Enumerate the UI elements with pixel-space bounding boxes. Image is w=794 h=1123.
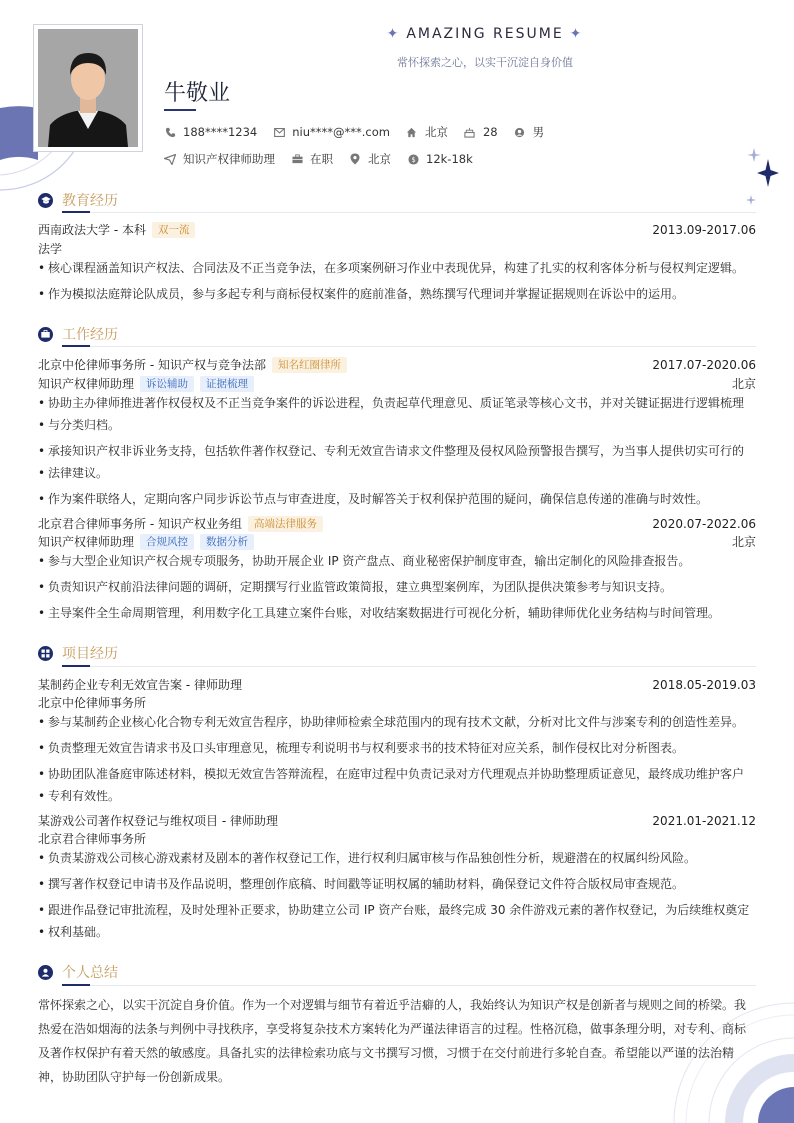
contact-age: 28 <box>464 125 498 139</box>
section-divider <box>62 346 756 347</box>
list-item: • 承接知识产权非诉业务支持，包括软件著作权登记、专利无效宣告请求文件整理及侵权风险预警报告撰写，为当事人提供切实可行的 <box>38 440 756 462</box>
summary-text <box>38 993 756 1089</box>
list-item: • 负责知识产权前沿法律问题的调研，定期撰写行业监管政策简报，建立典型案例库，为团队提供决策参考与知识支持。 <box>38 576 756 598</box>
work-role <box>38 375 756 392</box>
company-name: 北京君合律师事务所 - 知识产权业务组 <box>38 517 242 531</box>
company-tag: 知名红圈律所 <box>272 357 347 373</box>
contact-row <box>164 124 560 140</box>
list-item: • 负责某游戏公司核心游戏素材及剧本的著作权登记工作，进行权利归属审核与作品独创性分析，规避潜在的权属纠纷风险。 <box>38 847 756 869</box>
avatar-silhouette-icon <box>38 29 138 147</box>
contact-gender: 男 <box>514 124 545 140</box>
project-title: 某制药企业专利无效宣告案 - 律师助理 <box>38 678 242 692</box>
phone-icon <box>164 126 176 138</box>
project-header <box>38 812 756 829</box>
briefcase-icon <box>38 327 53 342</box>
contact-phone: 188****1234 <box>164 125 257 139</box>
work-city: 北京 <box>731 377 756 391</box>
intent-city: 北京 <box>349 151 391 167</box>
user-icon <box>38 965 53 980</box>
project-title: 某游戏公司著作权登记与维权项目 - 律师助理 <box>38 814 278 828</box>
project-org: 北京中伦律师事务所 <box>38 696 147 710</box>
list-item: • 主导案件全生命周期管理，利用数字化工具建立案件台账，对收结案数据进行可视化分析，辅助律师优化业务结构与时间管理。 <box>38 602 756 624</box>
summary-line: 及著作权保护有着天然的敏感度。具备扎实的法律检索功底与文书撰写习惯，习惯于在交付前进行多轮自查。希望能以严谨的法治精 <box>38 1046 735 1060</box>
sparkle-icon: ✦ <box>569 26 584 42</box>
list-item-continuation: • 专利有效性。 <box>38 785 756 807</box>
summary-line: 热爱在浩如烟海的法条与判例中寻找秩序，享受将复杂技术方案转化为严谨法律语言的过程。性格沉稳，做事条理分明，对专利、商标 <box>38 1022 747 1036</box>
list-item: • 撰写著作权登记申请书及作品说明，整理创作底稿、时间戳等证明权属的辅助材料，确保登记文件符合版权局审查规范。 <box>38 873 756 895</box>
project-org: 北京君合律师事务所 <box>38 832 147 846</box>
salary-icon <box>407 153 419 165</box>
location-pin-icon <box>349 153 361 165</box>
home-icon <box>406 126 418 138</box>
svg-text:$: $ <box>410 155 416 164</box>
education-major: 法学 <box>38 242 63 256</box>
contact-email: niu****@***.com <box>273 125 390 139</box>
skill-tag: 合规风控 <box>140 534 194 550</box>
briefcase-icon <box>291 153 303 165</box>
intent-salary: $ 12k-18k <box>407 152 473 166</box>
profile-photo <box>33 24 143 152</box>
section-projects-title: 项目经历 <box>38 643 118 663</box>
section-work-title: 工作经历 <box>38 324 118 344</box>
company-name: 北京中伦律师事务所 - 知识产权与竞争法部 <box>38 358 266 372</box>
graduation-cap-icon <box>38 193 53 208</box>
work-header <box>38 515 756 532</box>
list-item: • 跟进作品登记审批流程，及时处理补正要求，协助建立公司 IP 资产台账，最终完成 30 余件游戏元素的著作权登记，为后续维权奠定 <box>38 899 756 921</box>
section-divider <box>62 666 756 667</box>
list-item: • 参与某制药企业核心化合物专利无效宣告程序，协助律师检索全球范围内的现有技术文献，分析对比文件与涉案专利的创造性差异。 <box>38 711 756 733</box>
cake-icon <box>464 126 476 138</box>
list-item-continuation: • 与分类归档。 <box>38 414 756 436</box>
school-name: 西南政法大学 - 本科 <box>38 223 146 237</box>
slogan: 常怀探索之心，以实干沉淀自身价值 <box>397 56 573 69</box>
summary-line: 神，协助团队守护每一份创新成果。 <box>38 1070 231 1084</box>
decor-sparkles <box>745 145 785 210</box>
candidate-name: 牛敬业 <box>164 81 231 106</box>
section-divider <box>62 212 756 213</box>
section-divider-accent <box>62 345 90 347</box>
skill-tag: 数据分析 <box>200 534 254 550</box>
list-item: • 协助团队准备庭审陈述材料，模拟无效宣告答辩流程，在庭审过程中负责记录对方代理观点并协助整理质证意见，最终成功维护客户 <box>38 763 756 785</box>
section-education-title: 教育经历 <box>38 190 118 210</box>
section-divider <box>62 985 756 986</box>
send-icon <box>164 153 176 165</box>
work-role <box>38 533 756 550</box>
list-item: • 作为案件联络人，定期向客户同步诉讼节点与审查进度，及时解答关于权利保护范围的疑问，确保信息传递的准确与时效性。 <box>38 488 756 510</box>
section-divider-accent <box>62 211 90 213</box>
contact-city: 北京 <box>406 124 448 140</box>
role-title: 知识产权律师助理 <box>38 377 135 391</box>
education-header <box>38 221 756 238</box>
list-item: • 核心课程涵盖知识产权法、合同法及不正当竞争法，在多项案例研习作业中表现优异，构建了扎实的权利客体分析与侵权判定逻辑。 <box>38 257 756 279</box>
section-summary-title: 个人总结 <box>38 962 118 982</box>
project-header <box>38 676 756 693</box>
project-dates: 2018.05-2019.03 <box>652 677 756 692</box>
company-tag: 高端法律服务 <box>248 516 323 532</box>
brand-title <box>370 26 600 42</box>
skill-tag: 证据梳理 <box>200 376 254 392</box>
work-dates: 2020.07-2022.06 <box>652 516 756 531</box>
intent-position: 知识产权律师助理 <box>164 151 275 167</box>
grid-icon <box>38 646 53 661</box>
work-header <box>38 356 756 373</box>
list-item: • 负责整理无效宣告请求书及口头审理意见，梳理专利说明书与权利要求书的技术特征对应关系，制作侵权比对分析图表。 <box>38 737 756 759</box>
job-intent-row <box>164 151 489 167</box>
section-divider-accent <box>62 665 90 667</box>
summary-line: 常怀探索之心，以实干沉淀自身价值。作为一个对逻辑与细节有着近乎洁癖的人，我始终认为知识产权是创新者与规则之间的桥梁。我 <box>38 998 747 1012</box>
section-divider-accent <box>62 984 90 986</box>
sparkle-icon: ✦ <box>386 26 401 42</box>
project-dates: 2021.01-2021.12 <box>652 813 756 828</box>
list-item-continuation: • 权利基础。 <box>38 921 756 943</box>
list-item: • 协助主办律师推进著作权侵权及不正当竞争案件的诉讼进程，负责起草代理意见、质证笔录等核心文书，并对关键证据进行逻辑梳理 <box>38 392 756 414</box>
role-title: 知识产权律师助理 <box>38 535 135 549</box>
intent-status: 在职 <box>291 151 333 167</box>
mail-icon <box>273 126 285 138</box>
work-city: 北京 <box>731 535 756 549</box>
education-dates: 2013.09-2017.06 <box>652 222 756 237</box>
school-tag: 双一流 <box>152 222 196 238</box>
skill-tag: 诉讼辅助 <box>140 376 194 392</box>
name-underline <box>164 109 196 111</box>
list-item: • 参与大型企业知识产权合规专项服务，协助开展企业 IP 资产盘点、商业秘密保护制度审查，输出定制化的风险排查报告。 <box>38 550 756 572</box>
brand-text: AMAZING RESUME <box>406 26 564 42</box>
list-item-continuation: • 法律建议。 <box>38 462 756 484</box>
work-dates: 2017.07-2020.06 <box>652 357 756 372</box>
gender-icon <box>514 126 526 138</box>
list-item: • 作为模拟法庭辩论队成员，参与多起专利与商标侵权案件的庭前准备，熟练撰写代理词并掌握证据规则在诉讼中的运用。 <box>38 283 756 305</box>
